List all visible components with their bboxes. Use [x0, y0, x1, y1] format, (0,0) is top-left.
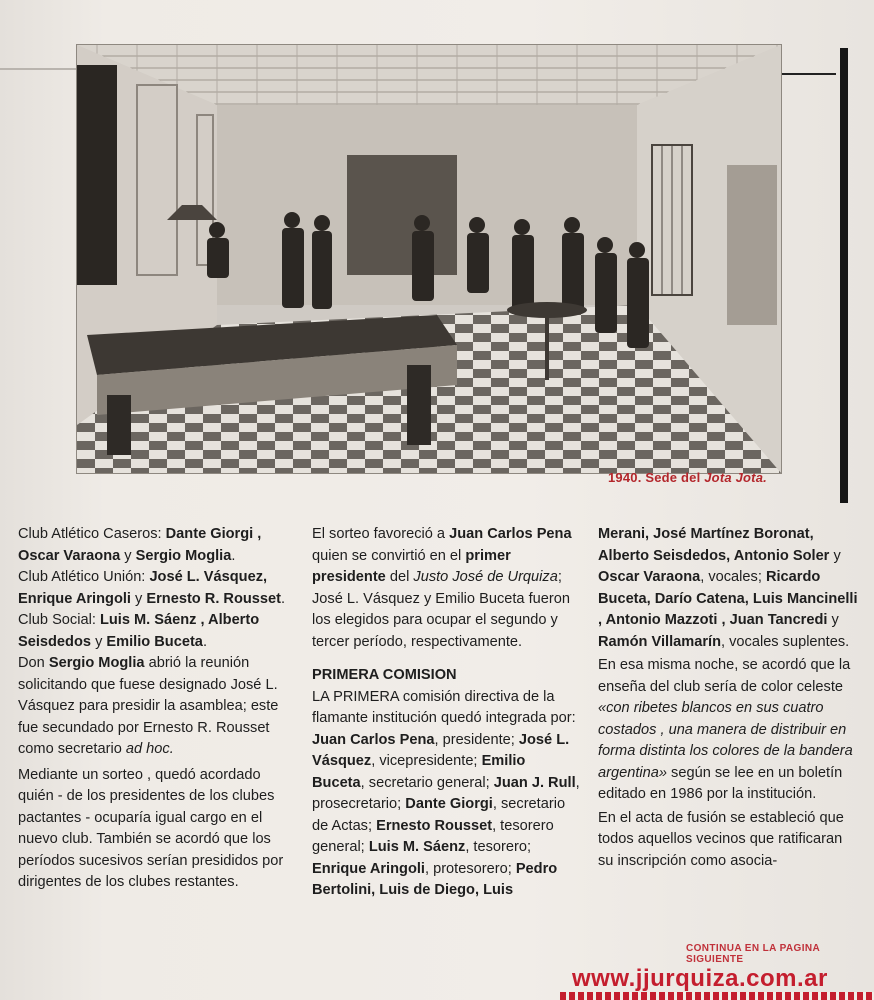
text-column-2 [312, 524, 580, 902]
member-name: Ernesto Rousset [376, 817, 493, 834]
paragraph: Club Atlético Caseros: Dante Giorgi , Oscar Varaona y Sergio Moglia. [18, 526, 262, 564]
text: quien se convirtió en el [312, 547, 462, 564]
member-name: Enrique Aringoli [312, 860, 425, 877]
website-underline-decoration [560, 992, 874, 1000]
text: LA PRIMERA comisión directiva de la flamante institución quedó integrada por: [312, 688, 576, 726]
paragraph [312, 687, 580, 902]
caption-text: Sede del [645, 470, 701, 485]
text-column-1 [18, 524, 296, 894]
paragraph: Club Atlético Unión: José L. Vásquez, Enrique Aringoli y Ernesto R. Rousset. [18, 569, 286, 607]
role: , secretario de Actas; [312, 796, 566, 834]
member-name: Juan Carlos Pena [312, 731, 435, 748]
member-names: Ricardo Buceta, Darío Catena, Luis Mancinelli , Antonio Mazzoti , Juan Tancredi [598, 569, 858, 628]
divider-line-right [782, 73, 836, 75]
role: , protesorero; [424, 860, 512, 877]
text: abrió la reunión solicitando que fuese designado José L. Vásquez para presidir la asamblea; este fue secundado por Ernesto R. Rousset como secretario [18, 655, 279, 757]
member-name: Ramón Villamarín [598, 633, 722, 650]
member-names: José L. Vásquez, Enrique Aringoli [18, 569, 268, 607]
member-name: Ernesto R. Rousset [146, 590, 282, 607]
divider-line-left [0, 68, 80, 70]
text: Don [18, 655, 45, 671]
club-name: Justo José de Urquiza [413, 569, 558, 585]
text: según se lee en un boletín editado en 1986 por la institución. [598, 764, 843, 802]
conjunction: y [135, 590, 143, 607]
member-name: Juan J. Rull [493, 774, 576, 791]
title-text: primer presidente [312, 547, 511, 585]
continua-link: CONTINUA EN LA PAGINA SIGUIENTE [686, 943, 820, 965]
paragraph: En el acta de fusión se estableció que todos aquellos vecinos que ratificaran su inscripción como asocia- [598, 809, 844, 869]
club-name: Club Atlético Caseros: [18, 526, 162, 542]
role: , vicepresidente; [371, 753, 478, 769]
text: El sorteo favoreció a [312, 526, 446, 542]
quote-italic: «con ribetes blancos en sus cuatro costados , una manera de distribuir en forma distinta los colores de la bandera argentina» [598, 700, 853, 781]
member-names: Pedro Bertolini, Luis de Diego, Luis [312, 860, 558, 898]
website-url: www.jjurquiza.com.ar [572, 965, 828, 992]
member-names: Merani, José Martínez Boronat, Alberto Seisdedos, Antonio Soler [598, 526, 830, 564]
member-name: Oscar Varaona [598, 569, 701, 585]
section-heading: PRIMERA COMISION [312, 667, 457, 683]
member-name: Luis M. Sáenz [368, 839, 466, 855]
member-name: Emilio Buceta [106, 633, 203, 650]
member-name: Dante Giorgi [405, 796, 493, 812]
role: , tesorero; [465, 839, 532, 855]
paragraph: Club Social: Luis M. Sáenz , Alberto Seisdedos y Emilio Buceta. [18, 612, 260, 650]
caption-year: 1940. [608, 470, 642, 485]
role: , vocales; [700, 569, 762, 585]
text: ; José L. Vásquez y Emilio Buceta fueron los elegidos para ocupar el segundo y tercer período, respectivamente. [312, 569, 570, 650]
member-names: Luis M. Sáenz , Alberto Seisdedos [18, 612, 260, 650]
role: , vocales suplentes. [721, 633, 850, 650]
text: En esa misma noche, se acordó que la enseña del club sería de color celeste [598, 657, 851, 695]
historic-photo-billiard-hall [76, 44, 782, 474]
role: , secretario general; [360, 774, 490, 791]
vertical-bar [840, 48, 848, 503]
paragraph [598, 524, 860, 653]
conjunction: y [95, 633, 103, 650]
club-name: Club Social: [18, 612, 96, 628]
member-name: Juan Carlos Pena [449, 526, 572, 542]
conjunction: y [831, 612, 839, 628]
member-name: Sergio Moglia [135, 547, 232, 564]
role: , tesorero general; [312, 817, 554, 855]
member-name: Sergio Moglia [48, 655, 145, 671]
photo-caption [608, 470, 767, 485]
paragraph [312, 524, 580, 653]
member-name: José L. Vásquez [312, 731, 570, 769]
club-name: Club Atlético Unión: [18, 569, 146, 585]
role: , presidente; [434, 731, 515, 748]
paragraph [18, 653, 296, 761]
conjunction: y [124, 547, 132, 564]
caption-name: Jota Jota. [704, 470, 767, 485]
member-names: Dante Giorgi , Oscar Varaona [18, 526, 262, 564]
role: , prosecretario; [312, 774, 580, 812]
conjunction: y [833, 547, 841, 564]
member-name: Emilio Buceta [312, 753, 526, 791]
text-italic: ad hoc. [125, 741, 174, 757]
text: del [389, 569, 410, 585]
paragraph: Mediante un sorteo , quedó acordado quién - de los presidentes de los clubes pactantes - ocuparía igual cargo en el nuevo club. También se acordó que los períodos sucesivos serían presididos por dirigentes de los clubes restantes. [18, 766, 284, 890]
paragraph [598, 655, 860, 806]
text-column-3 [598, 524, 860, 872]
